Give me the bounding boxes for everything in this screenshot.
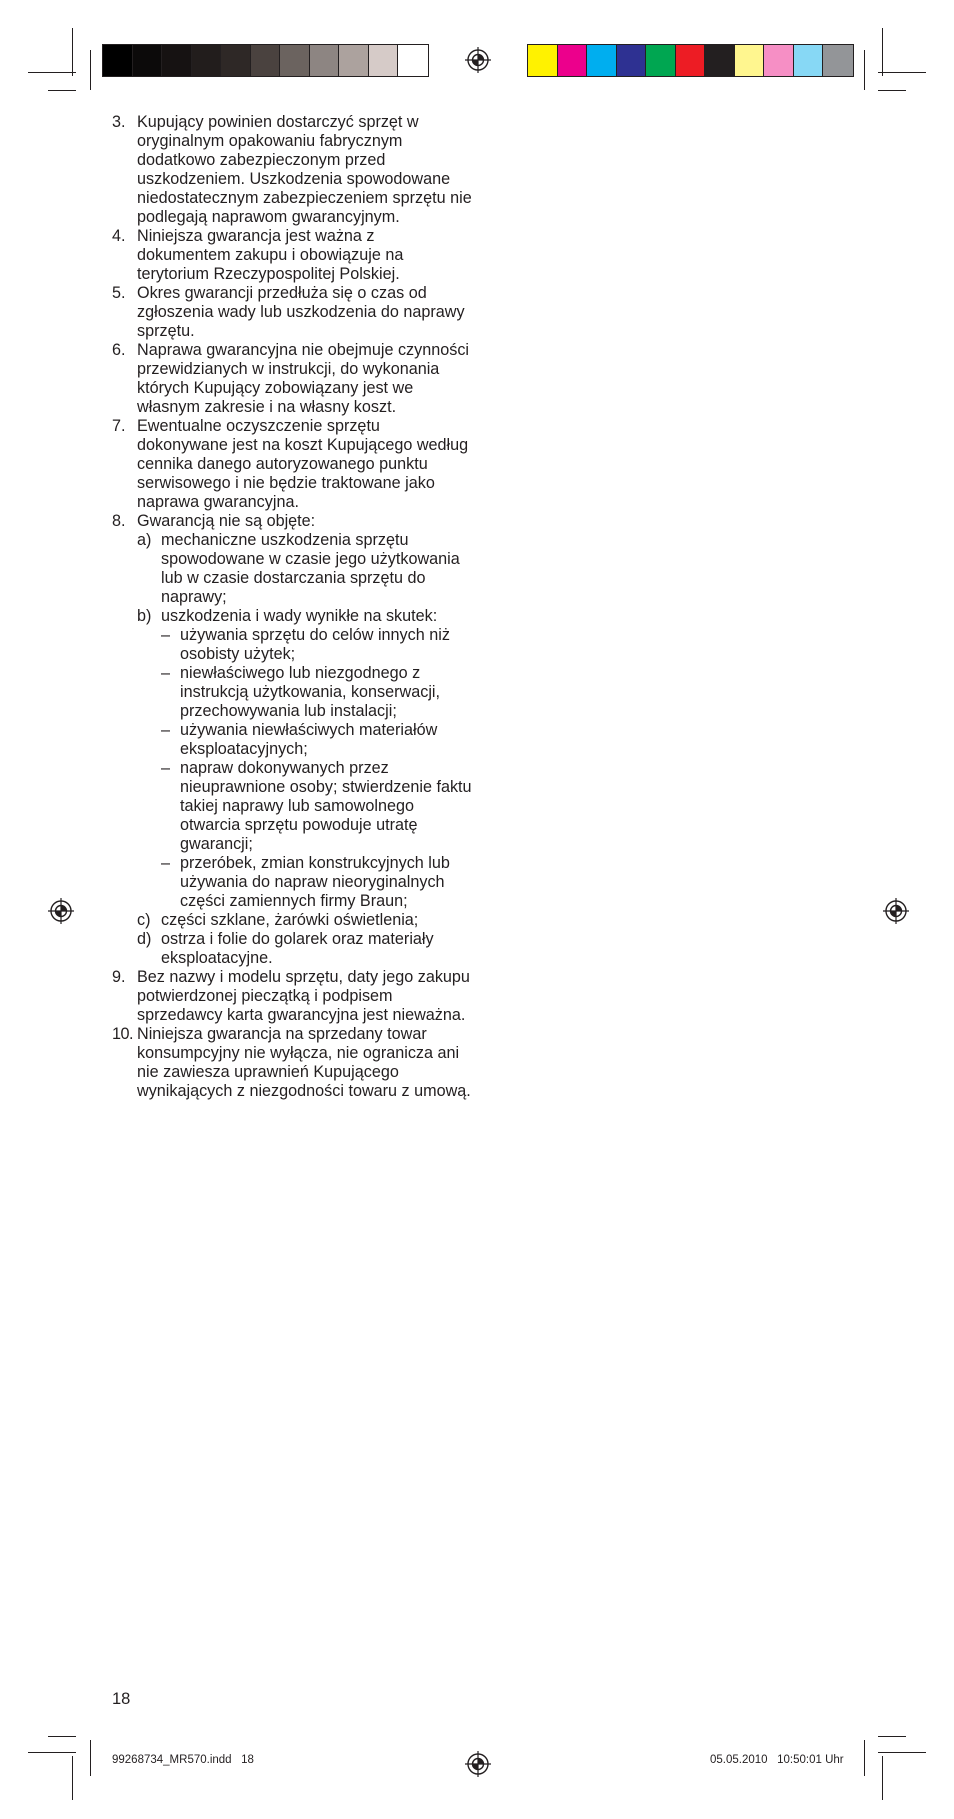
sub-item-label: b): [137, 607, 152, 625]
item-text: Bez nazwy i modelu sprzętu, daty jego zakupu potwierdzonej pieczątką i podpisem sprzedawcy karta gwarancyjna jest nieważna.: [137, 968, 470, 1024]
dash-item: [161, 759, 472, 854]
registration-mark-icon: [465, 47, 491, 73]
dash-item: [161, 664, 472, 721]
crop-mark: [878, 72, 926, 73]
crop-mark: [90, 1740, 91, 1776]
crop-mark: [48, 90, 76, 91]
process-color-swatch: [558, 45, 588, 76]
sub-item: [137, 911, 472, 930]
dash-bullet: –: [161, 854, 171, 872]
grayscale-swatch: [398, 45, 428, 76]
dash-item-text: używania niewłaściwych materiałów eksploatacyjnych;: [180, 721, 438, 758]
process-color-swatch: [528, 45, 558, 76]
grayscale-swatch: [133, 45, 163, 76]
crop-mark: [882, 28, 883, 76]
grayscale-swatch: [221, 45, 251, 76]
dash-item: [161, 721, 472, 759]
sub-item: [137, 930, 472, 968]
registration-mark-icon: [48, 898, 74, 924]
process-color-swatch: [794, 45, 824, 76]
grayscale-swatch: [192, 45, 222, 76]
sub-item-text: mechaniczne uszkodzenia sprzętu spowodowane w czasie jego użytkowania lub w czasie dostarczania sprzętu do naprawy;: [161, 531, 460, 606]
crop-mark: [72, 28, 73, 76]
list-item: [112, 1025, 472, 1101]
sub-item: [137, 531, 472, 607]
dash-bullet: –: [161, 759, 171, 777]
dash-item: [161, 854, 472, 911]
process-color-swatch: [764, 45, 794, 76]
crop-mark: [48, 1736, 76, 1737]
sub-item-label: c): [137, 911, 151, 929]
item-text: Naprawa gwarancyjna nie obejmuje czynności przewidzianych w instrukcji, do wykonania których Kupujący zobowiązany jest we własnym zakresie i na własny koszt.: [137, 341, 470, 416]
list-item: [112, 113, 472, 227]
sub-item-body: [161, 607, 472, 911]
process-color-swatch: [823, 45, 853, 76]
grayscale-swatch: [369, 45, 399, 76]
item-number: 5.: [112, 284, 126, 302]
grayscale-swatch: [162, 45, 192, 76]
slug-timestamp: 05.05.2010 10:50:01 Uhr: [710, 1754, 844, 1766]
process-color-swatch: [617, 45, 647, 76]
item-number: 3.: [112, 113, 126, 131]
item-number: 4.: [112, 227, 126, 245]
item-text: Niniejsza gwarancja na sprzedany towar konsumpcyjny nie wyłącza, nie ogranicza ani nie zawiesza uprawnień Kupującego wynikających z niezgodności towaru z umową.: [137, 1025, 471, 1100]
grayscale-swatch: [103, 45, 133, 76]
list-item: [112, 341, 472, 417]
crop-mark: [864, 50, 865, 90]
sub-item-label: d): [137, 930, 152, 948]
grayscale-color-bar: [102, 44, 429, 77]
process-color-swatch: [705, 45, 735, 76]
sub-item-text: ostrza i folie do golarek oraz materiały eksploatacyjne.: [161, 930, 434, 967]
crop-mark: [864, 1740, 865, 1776]
list-item: [112, 417, 472, 512]
sub-item-label: a): [137, 531, 152, 549]
crop-mark: [878, 1752, 926, 1753]
item-number: 10.: [112, 1025, 134, 1043]
dash-item-text: napraw dokonywanych przez nieuprawnione osoby; stwierdzenie faktu takiej naprawy lub samowolnego otwarcia sprzętu powoduje utratę gwarancji;: [180, 759, 472, 853]
grayscale-swatch: [339, 45, 369, 76]
process-color-swatch: [676, 45, 706, 76]
dash-item-text: używania sprzętu do celów innych niż osobisty użytek;: [180, 626, 450, 663]
item-text: Niniejsza gwarancja jest ważna z dokumentem zakupu i obowiązuje na terytorium Rzeczypospolitej Polskiej.: [137, 227, 404, 283]
registration-mark-icon: [465, 1751, 491, 1777]
crop-mark: [72, 1756, 73, 1800]
crop-mark: [878, 90, 906, 91]
dash-item-text: niewłaściwego lub niezgodnego z instrukcją użytkowania, konserwacji, przechowywania lub instalacji;: [180, 664, 441, 720]
item-number: 9.: [112, 968, 126, 986]
item-body: [137, 512, 472, 968]
dash-item: [161, 626, 472, 664]
process-color-swatch: [646, 45, 676, 76]
sub-item-text: części szklane, żarówki oświetlenia;: [161, 911, 419, 929]
crop-mark: [878, 1736, 906, 1737]
crop-mark: [90, 50, 91, 90]
item-text: Gwarancją nie są objęte:: [137, 512, 316, 530]
process-color-bar: [527, 44, 854, 77]
dash-item-text: przeróbek, zmian konstrukcyjnych lub używania do napraw nieoryginalnych części zamiennych firmy Braun;: [180, 854, 450, 910]
registration-mark-icon: [883, 898, 909, 924]
list-item: [112, 512, 472, 968]
grayscale-swatch: [280, 45, 310, 76]
dash-bullet: –: [161, 721, 171, 739]
warranty-terms-list: [112, 113, 472, 1101]
page-number: 18: [112, 1690, 131, 1708]
list-item: [112, 227, 472, 284]
crop-mark: [882, 1756, 883, 1800]
process-color-swatch: [735, 45, 765, 76]
item-number: 7.: [112, 417, 126, 435]
item-text: Kupujący powinien dostarczyć sprzęt w oryginalnym opakowaniu fabrycznym dodatkowo zabezpieczonym przed uszkodzeniem. Uszkodzenia spowodowane niedostatecznym zabezpieczeniem sprzętu nie podlegają naprawom gwarancyjnym.: [137, 113, 472, 226]
list-item: [112, 284, 472, 341]
crop-mark: [28, 72, 76, 73]
grayscale-swatch: [251, 45, 281, 76]
slug-filename: 99268734_MR570.indd 18: [112, 1754, 254, 1766]
process-color-swatch: [587, 45, 617, 76]
grayscale-swatch: [310, 45, 340, 76]
crop-mark: [28, 1752, 76, 1753]
dash-bullet: –: [161, 626, 171, 644]
item-text: Okres gwarancji przedłuża się o czas od zgłoszenia wady lub uszkodzenia do naprawy sprzętu.: [137, 284, 465, 340]
sub-item: [137, 607, 472, 911]
list-item: [112, 968, 472, 1025]
dash-bullet: –: [161, 664, 171, 682]
item-number: 6.: [112, 341, 126, 359]
sub-item-text: uszkodzenia i wady wynikłe na skutek:: [161, 607, 438, 625]
item-text: Ewentualne oczyszczenie sprzętu dokonywane jest na koszt Kupującego według cennika danego autoryzowanego punktu serwisowego i nie będzie traktowane jako naprawa gwarancyjna.: [137, 417, 469, 511]
item-number: 8.: [112, 512, 126, 530]
